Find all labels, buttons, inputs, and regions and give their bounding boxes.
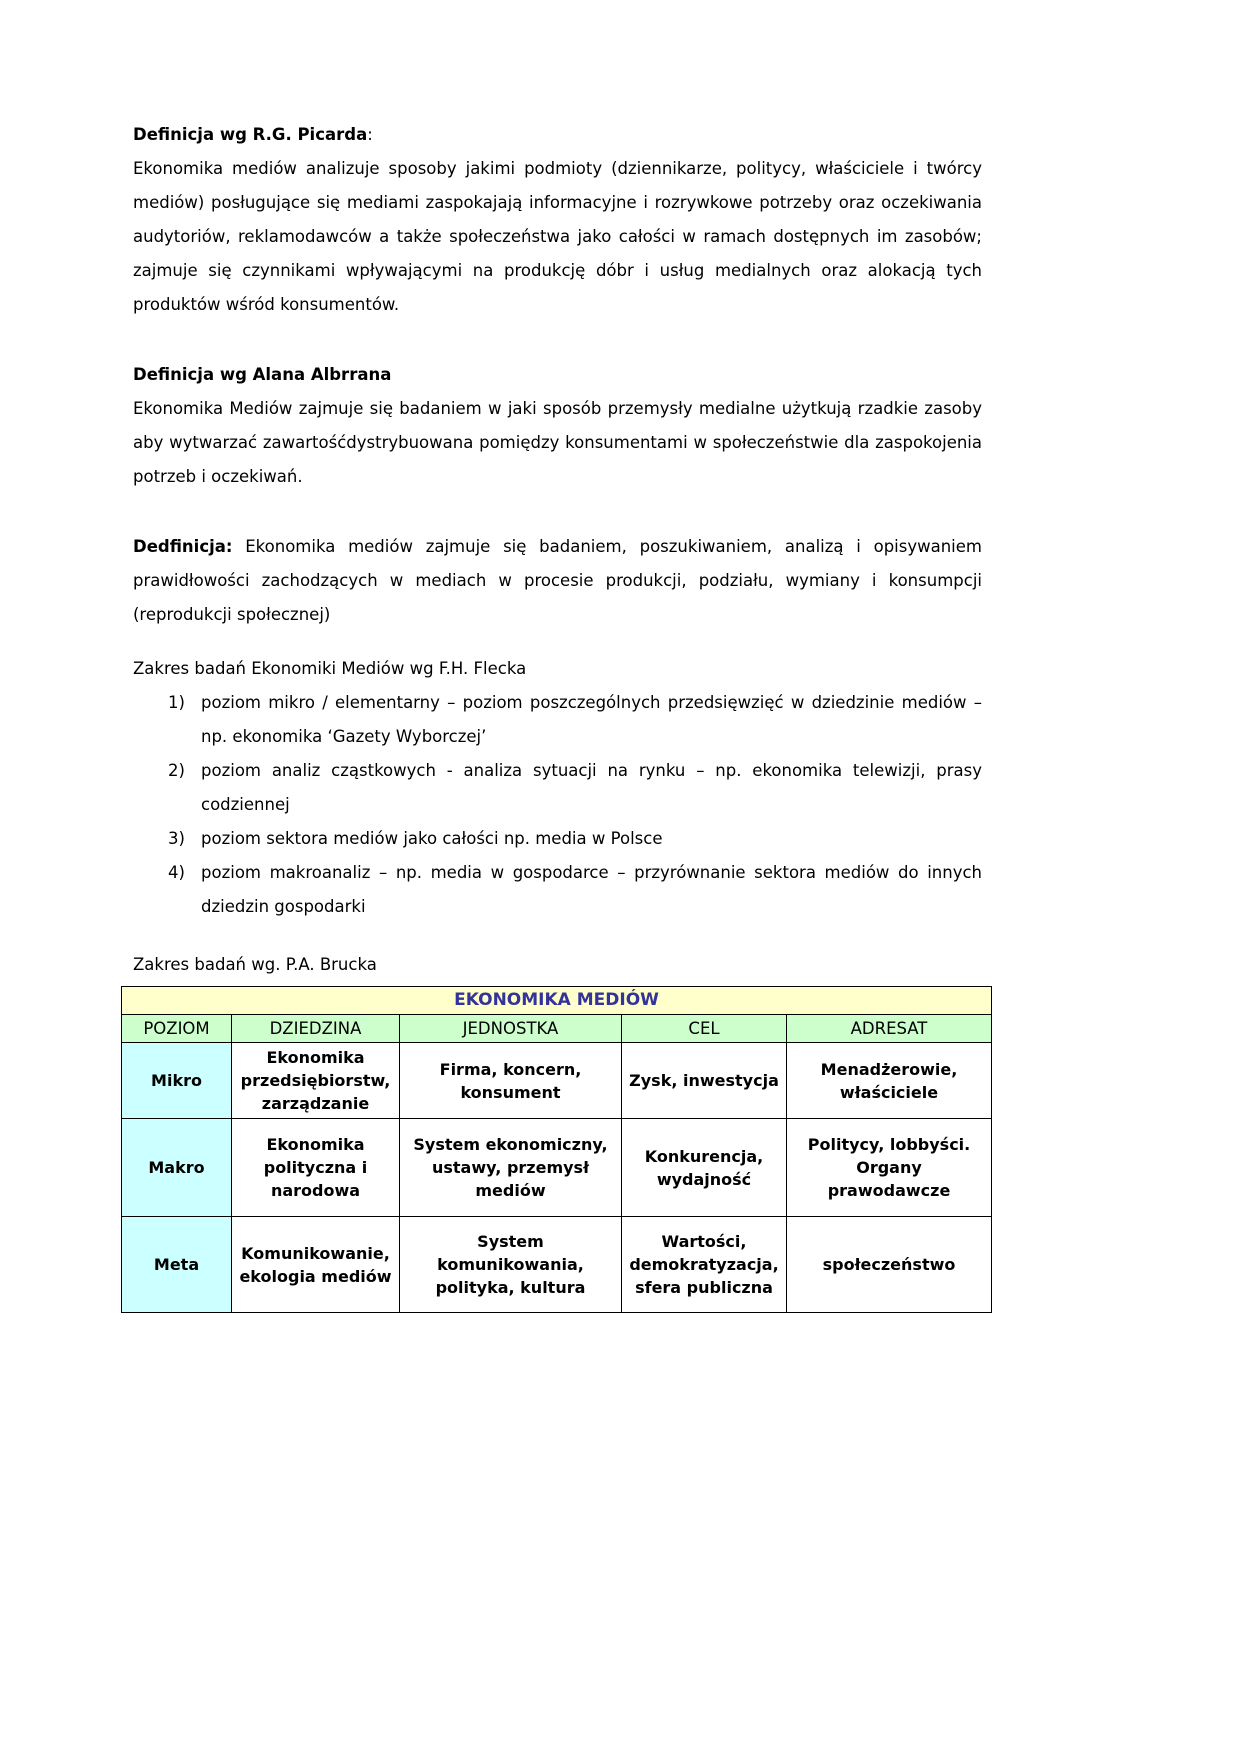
table-row-meta bbox=[122, 1217, 992, 1313]
col-header-dziedzina: DZIEDZINA bbox=[232, 1015, 400, 1043]
list-item bbox=[168, 754, 982, 822]
picard-body: Ekonomika mediów analizuje sposoby jakimi podmioty (dziennikarze, politycy, właściciele i twórcy mediów) posługujące się mediami zaspokajają informacyjne i rozrywkowe potrzeby oraz oczekiwania audytoriów, reklamodawców a także społeczeństwa jako całości w ramach dostępnych im zasobów; zajmuje się czynnikami wpływającymi na produkcję dóbr i usług medialnych oraz alokacją tych produktów wśród konsumentów. bbox=[133, 159, 982, 314]
own-definition-body: Ekonomika mediów zajmuje się badaniem, poszukiwaniem, analizą i opisywaniem prawidłowości zachodzących w mediach w procesie produkcji, podziału, wymiany i konsumpcji (reprodukcji społecznej) bbox=[133, 537, 982, 624]
section-flecka bbox=[133, 652, 982, 924]
cell-jednostka: System ekonomiczny, ustawy, przemysł mediów bbox=[400, 1119, 622, 1217]
cell-dziedzina: Ekonomika przedsiębiorstw, zarządzanie bbox=[232, 1043, 400, 1119]
cell-dziedzina: Ekonomika polityczna i narodowa bbox=[232, 1119, 400, 1217]
cell-adresat: Politycy, lobbyści. Organy prawodawcze bbox=[787, 1119, 992, 1217]
list-item bbox=[168, 686, 982, 754]
flecka-list bbox=[133, 686, 982, 924]
cell-cel: Zysk, inwestycja bbox=[622, 1043, 787, 1119]
list-item-text: poziom makroanaliz – np. media w gospodarce – przyrównanie sektora mediów do innych dziedzin gospodarki bbox=[201, 863, 982, 916]
own-definition-label: Dedfinicja: bbox=[133, 537, 233, 556]
own-definition-paragraph bbox=[133, 530, 982, 632]
table-header-row bbox=[122, 1015, 992, 1043]
list-item-text: poziom analiz cząstkowych - analiza sytuacji na rynku – np. ekonomika telewizji, prasy codziennej bbox=[201, 761, 982, 814]
list-item bbox=[168, 822, 982, 856]
picard-heading: Definicja wg R.G. Picarda bbox=[133, 125, 368, 144]
list-item-marker: 2) bbox=[168, 761, 185, 780]
cell-jednostka: System komunikowania, polityka, kultura bbox=[400, 1217, 622, 1313]
section-bruck bbox=[133, 948, 982, 1313]
cell-cel: Konkurencja, wydajność bbox=[622, 1119, 787, 1217]
cell-adresat: społeczeństwo bbox=[787, 1217, 992, 1313]
bruck-heading: Zakres badań wg. P.A. Brucka bbox=[133, 955, 377, 974]
ekonomika-mediow-table bbox=[121, 986, 992, 1313]
col-header-cel: CEL bbox=[622, 1015, 787, 1043]
section-definition-albarran bbox=[133, 358, 982, 494]
list-item-text: poziom sektora mediów jako całości np. media w Polsce bbox=[201, 829, 663, 848]
table-row-mikro bbox=[122, 1043, 992, 1119]
albarran-body: Ekonomika Mediów zajmuje się badaniem w jaki sposób przemysły medialne użytkują rzadkie zasoby aby wytwarzać zawartośćdystrybuowana pomiędzy konsumentami w społeczeństwie dla zaspokojenia potrzeb i oczekiwań. bbox=[133, 399, 982, 486]
list-item-marker: 3) bbox=[168, 829, 185, 848]
list-item-text: poziom mikro / elementarny – poziom poszczególnych przedsięwzięć w dziedzinie mediów – np. ekonomika ‘Gazety Wyborczej’ bbox=[201, 693, 982, 746]
cell-jednostka: Firma, koncern, konsument bbox=[400, 1043, 622, 1119]
cell-cel: Wartości, demokratyzacja, sfera publiczna bbox=[622, 1217, 787, 1313]
col-header-adresat: ADRESAT bbox=[787, 1015, 992, 1043]
picard-heading-colon: : bbox=[367, 125, 373, 144]
table-title-row bbox=[122, 987, 992, 1015]
cell-poziom: Meta bbox=[122, 1217, 232, 1313]
list-item-marker: 4) bbox=[168, 863, 185, 882]
cell-poziom: Mikro bbox=[122, 1043, 232, 1119]
list-item-marker: 1) bbox=[168, 693, 185, 712]
col-header-poziom: POZIOM bbox=[122, 1015, 232, 1043]
section-definition-own bbox=[133, 530, 982, 632]
col-header-jednostka: JEDNOSTKA bbox=[400, 1015, 622, 1043]
section-definition-picard bbox=[133, 118, 982, 322]
picard-heading-line bbox=[133, 118, 982, 152]
list-item bbox=[168, 856, 982, 924]
table-title: EKONOMIKA MEDIÓW bbox=[122, 987, 992, 1015]
table-row-makro bbox=[122, 1119, 992, 1217]
albarran-heading: Definicja wg Alana Albrrana bbox=[133, 365, 392, 384]
flecka-heading: Zakres badań Ekonomiki Mediów wg F.H. Flecka bbox=[133, 659, 527, 678]
cell-poziom: Makro bbox=[122, 1119, 232, 1217]
cell-dziedzina: Komunikowanie, ekologia mediów bbox=[232, 1217, 400, 1313]
cell-adresat: Menadżerowie, właściciele bbox=[787, 1043, 992, 1119]
